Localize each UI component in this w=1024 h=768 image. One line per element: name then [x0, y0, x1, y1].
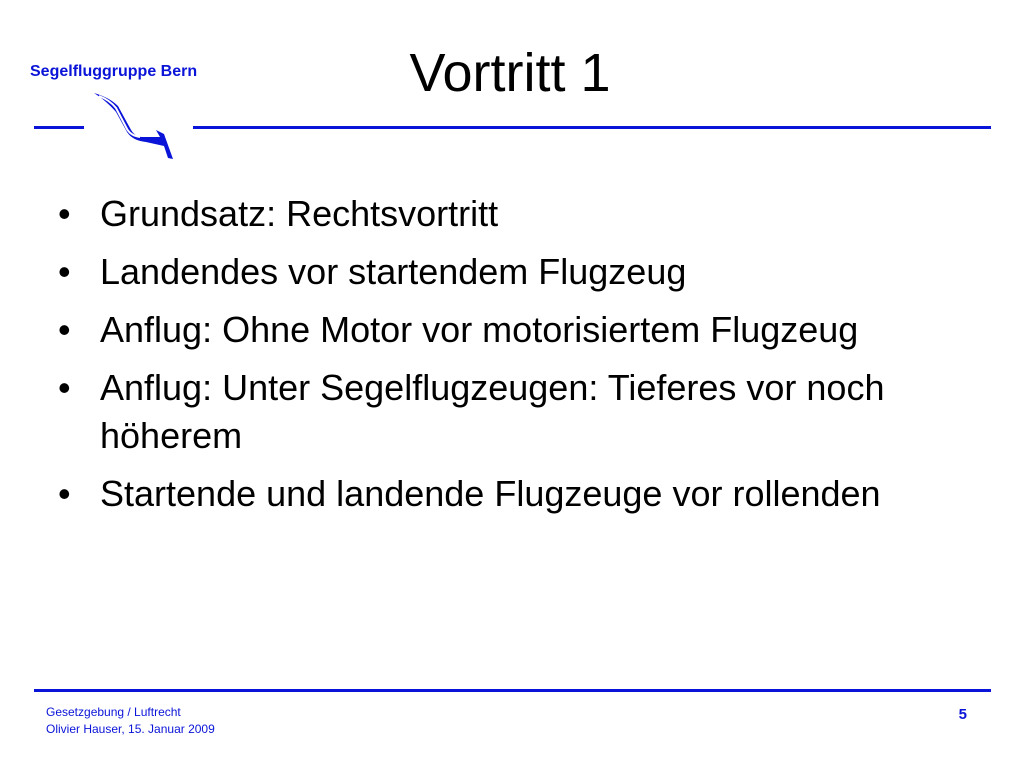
footer-topic: Gesetzgebung / Luftrecht [46, 705, 181, 719]
bullet-item [58, 470, 938, 518]
bullet-item [58, 248, 938, 296]
bullet-point-icon: • [58, 193, 71, 234]
bullet-item [58, 364, 938, 460]
footer-info [46, 704, 215, 738]
bullet-list [58, 190, 938, 528]
bullet-point-icon: • [58, 367, 71, 408]
bullet-item [58, 306, 938, 354]
footer-author-date: Olivier Hauser, 15. Januar 2009 [46, 722, 215, 736]
header-divider-right [193, 126, 991, 129]
bullet-text: Landendes vor startendem Flugzeug [100, 251, 687, 292]
bullet-point-icon: • [58, 473, 71, 514]
organization-name: Segelfluggruppe Bern [30, 63, 198, 80]
bullet-text: Anflug: Unter Segelflugzeugen: Tieferes vor noch höherem [100, 367, 885, 456]
page-number: 5 [958, 706, 967, 723]
slide-title: Vortritt 1 [409, 43, 611, 103]
bullet-item [58, 190, 938, 238]
bullet-text: Anflug: Ohne Motor vor motorisiertem Flugzeug [100, 309, 859, 350]
footer-divider [34, 689, 991, 692]
bullet-point-icon: • [58, 309, 71, 350]
bullet-text: Grundsatz: Rechtsvortritt [100, 193, 499, 234]
bullet-point-icon: • [58, 251, 71, 292]
header-divider-left [34, 126, 84, 129]
glider-bird-icon [90, 90, 180, 162]
bullet-text: Startende und landende Flugzeuge vor rollenden [100, 473, 881, 514]
